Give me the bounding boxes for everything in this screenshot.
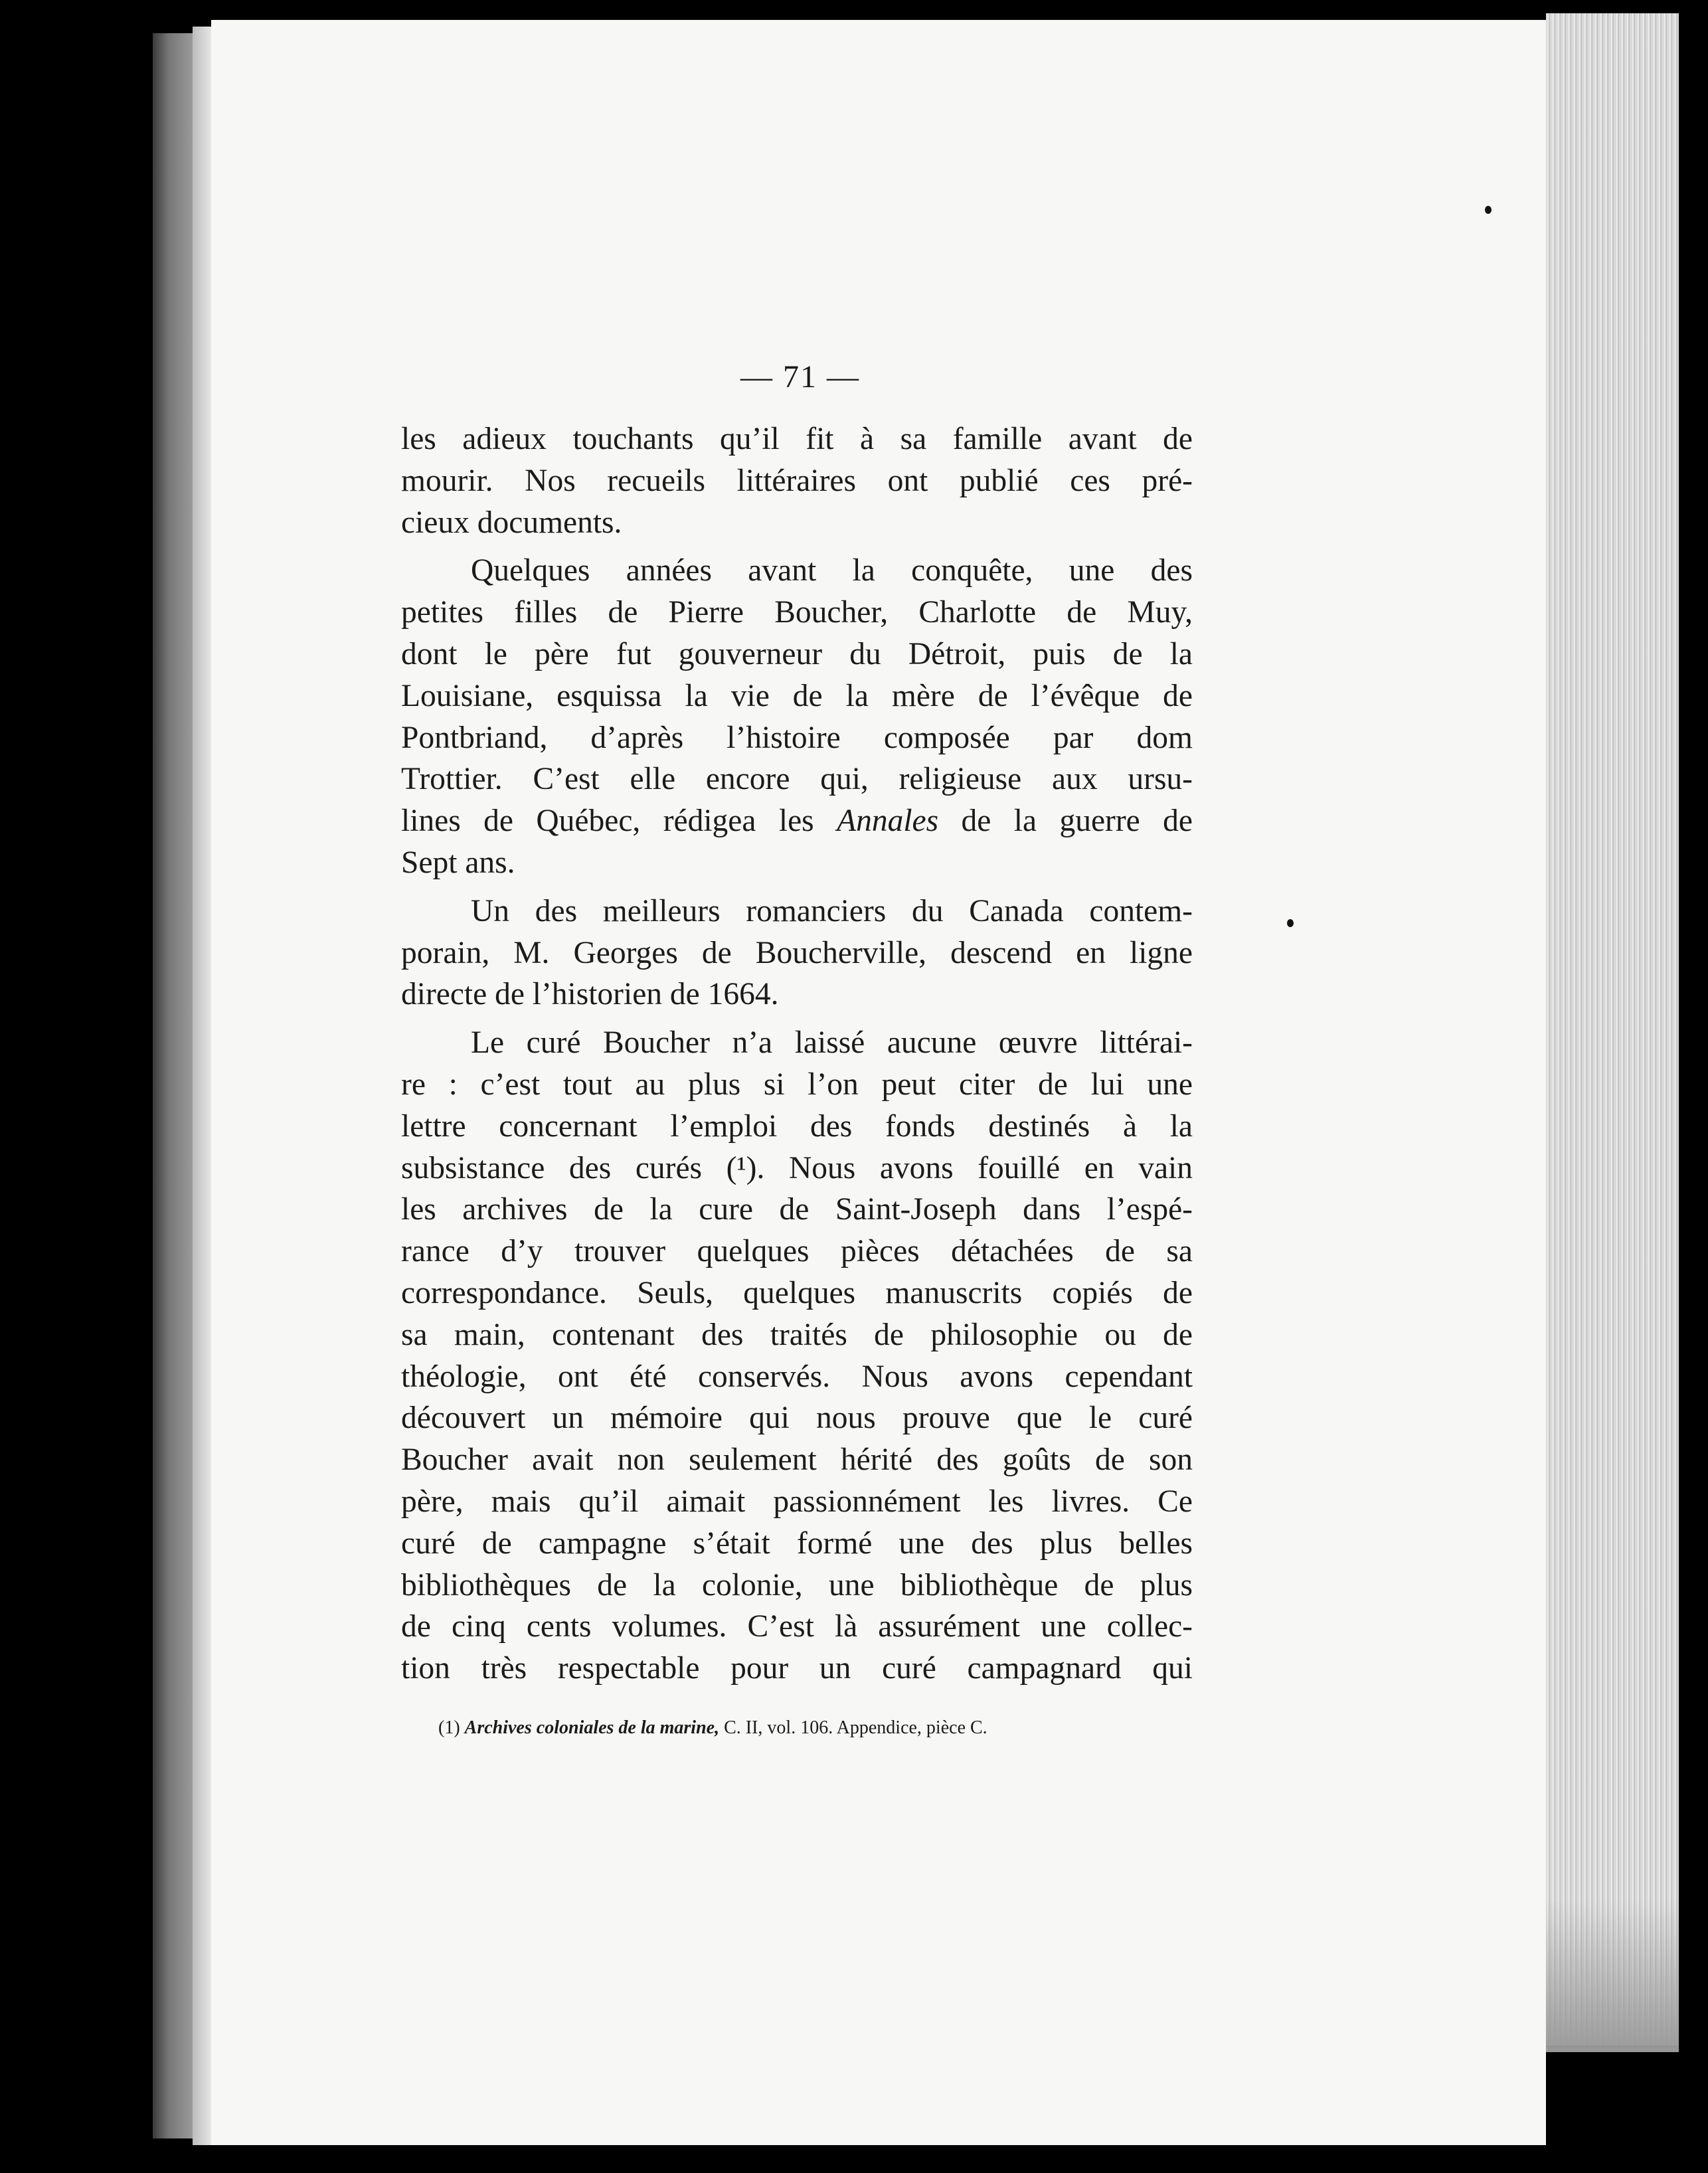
text-line: cieux documents. [401,505,622,540]
text-line: les archives de la cure de Saint-Joseph dans l’espé- [401,1192,1193,1227]
text-line: Boucher avait non seulement hérité des goûts de son [401,1442,1193,1478]
text-line: rance d’y trouver quelques pièces détachées de sa [401,1234,1193,1269]
text-line: tion très respectable pour un curé campagnard qui [401,1651,1193,1686]
page-number: — 71 — [740,359,860,394]
body-text [401,418,1193,1690]
text-line: Louisiane, esquissa la vie de la mère de l’évêque de [401,678,1193,713]
text-line: bibliothèques de la colonie, une bibliothèque de plus [401,1567,1193,1603]
footnote [438,1717,1202,1739]
text-line: les adieux touchants qu’il fit à sa famille avant de [401,422,1193,456]
footnote-reference: C. II, vol. 106. Appendice, pièce C. [719,1717,987,1738]
text-line: mourir. Nos recueils littéraires ont publié ces pré- [401,463,1193,498]
text-line: Trottier. C’est elle encore qui, religieuse aux ursu- [401,762,1193,797]
footnote-marker: (1) [438,1717,460,1738]
text-line: correspondance. Seuls, quelques manuscrits copiés de [401,1275,1193,1310]
text-line: lettre concernant l’emploi des fonds destinés à la [401,1108,1193,1144]
speck-mark [1287,919,1294,927]
text-line: porain, M. Georges de Boucherville, descend en ligne [401,935,1193,970]
text-line: Quelques années avant la conquête, une des [471,553,1193,588]
speck-mark [1485,206,1492,214]
binding-gutter [153,33,193,2138]
text-line: sa main, contenant des traités de philosophie ou de [401,1317,1193,1352]
annales-title: Annales [837,804,939,839]
text-line: Sept ans. [401,845,515,880]
text-line: Un des meilleurs romanciers du Canada contem- [471,893,1193,928]
text-line: Pontbriand, d’après l’histoire composée par dom [401,720,1193,755]
text-line: père, mais qu’il aimait passionnément les livres. Ce [401,1484,1193,1519]
text-line: petites filles de Pierre Boucher, Charlotte de Muy, [401,595,1193,630]
page-edges [1546,13,1679,2045]
text-line: Le curé Boucher n’a laissé aucune œuvre littérai- [471,1025,1193,1061]
text-line: dont le père fut gouverneur du Détroit, puis de la [401,636,1193,671]
page-edges-shadow [1546,1899,1679,2052]
binding-edge [193,27,213,2145]
text-line: subsistance des curés (¹). Nous avons fouillé en vain [401,1150,1193,1185]
text-line: lines de Québec, rédigea les Annales de la guerre de [401,804,1193,839]
text-line: curé de campagne s’était formé une des plus belles [401,1525,1193,1561]
text-line: découvert un mémoire qui nous prouve que le curé [401,1401,1193,1436]
text-line: re : c’est tout au plus si l’on peut citer de lui une [401,1067,1193,1102]
text-line: de cinq cents volumes. C’est là assurément une collec- [401,1609,1193,1644]
text-line: théologie, ont été conservés. Nous avons cependant [401,1359,1193,1394]
text-line: directe de l’historien de 1664. [401,977,779,1012]
footnote-source: Archives coloniales de la marine, [464,1717,720,1738]
